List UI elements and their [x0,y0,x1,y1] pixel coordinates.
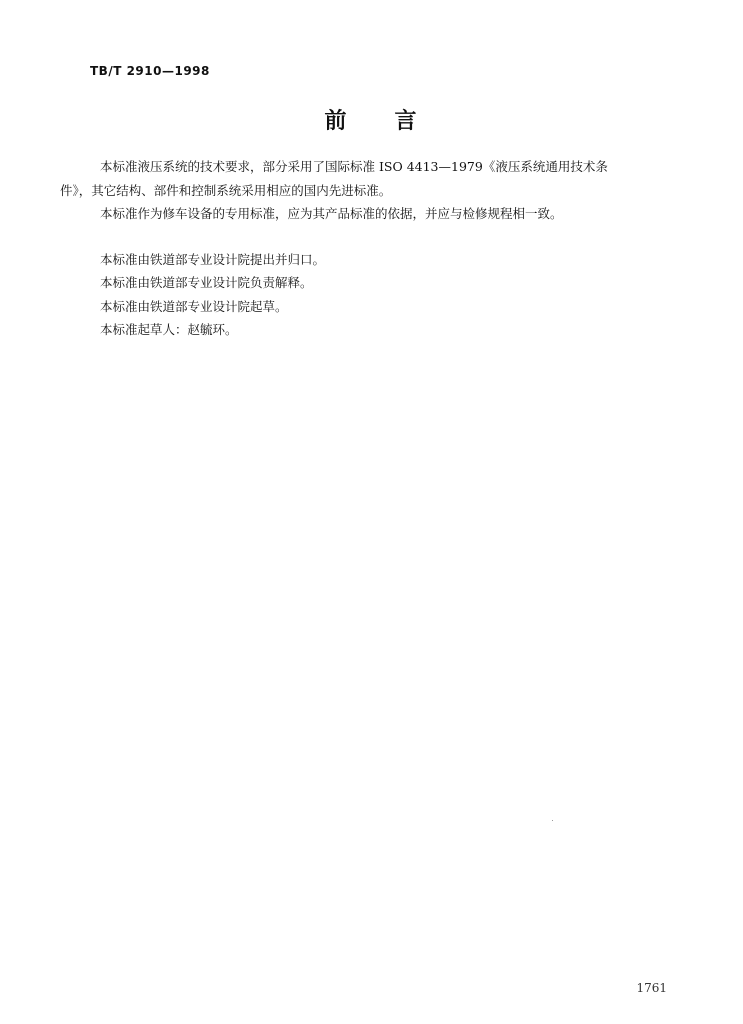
title-char-2: 言 [394,109,419,134]
page-number: 1761 [636,981,667,995]
paragraph-line: 件》，其它结构、部件和控制系统采用相应的国内先进标准。 [60,182,392,198]
info-line-interpreter: 本标准由铁道部专业设计院负责解释。 [100,275,313,290]
paragraph-line: 本标准液压系统的技术要求，部分采用了国际标准 ISO 4413—1979《液压系统通用技术条 [100,159,608,174]
info-line-drafter: 本标准由铁道部专业设计院起草。 [100,298,288,314]
info-line-proposer: 本标准由铁道部专业设计院提出并归口。 [100,251,326,267]
page-title [0,104,743,135]
standard-code: TB/T 2910—1998 [90,64,210,78]
info-line-author: 本标准起草人：赵毓环。 [100,322,238,337]
title-char-1: 前 [324,109,349,134]
paragraph: 本标准作为修车设备的专用标准，应为其产品标准的依据，并应与检修规程相一致。 [100,206,563,221]
foreword-body [60,155,692,342]
scan-speck [552,820,553,821]
